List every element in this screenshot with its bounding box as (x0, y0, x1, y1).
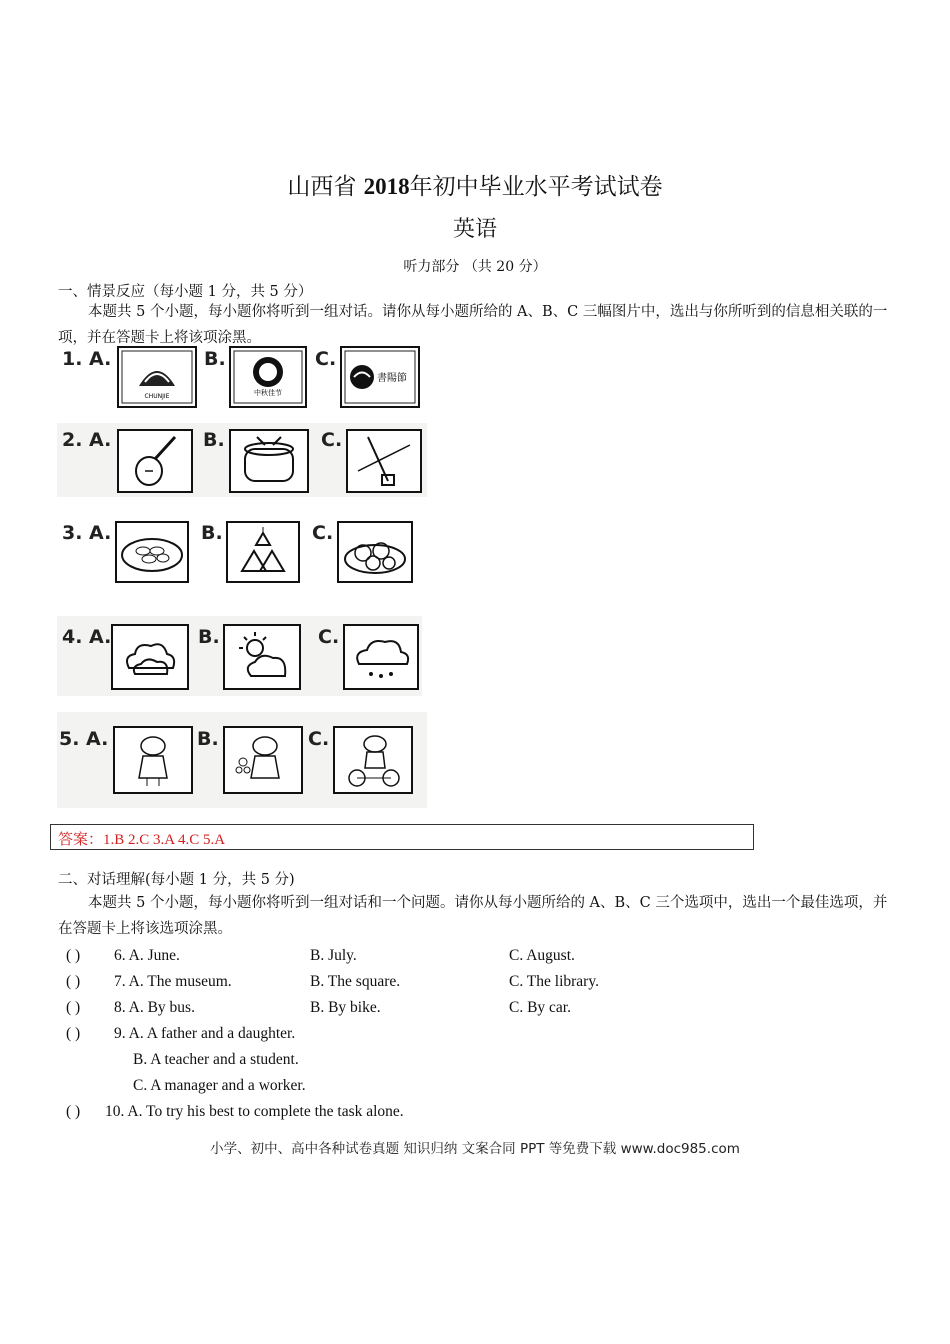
answer-blank[interactable]: ( ) (66, 973, 81, 990)
question-6-option-b: B. July. (310, 947, 357, 964)
question-2-option-c-label: C. (321, 429, 343, 451)
question-4-images (57, 616, 422, 696)
question-7-option-b: B. The square. (310, 973, 401, 990)
part-label: 听力部分 （共 20 分） (403, 259, 547, 275)
question-8-option-c: C. By car. (509, 999, 571, 1016)
zongzi-icon (226, 521, 300, 583)
answer-blank[interactable]: ( ) (66, 1103, 81, 1120)
logo-b-icon (229, 346, 307, 408)
dumplings-icon (115, 521, 189, 583)
question-2-label: 2. A. (62, 429, 112, 451)
question-5-option-c-label: C. (308, 728, 330, 750)
question-9-option-a: 9. A. A father and a daughter. (114, 1025, 296, 1042)
question-5-images (57, 712, 427, 808)
question-10-option-a: 10. A. To try his best to complete the task alone. (105, 1103, 404, 1120)
question-4-option-b-label: B. (198, 626, 220, 648)
question-3-option-c-label: C. (312, 522, 334, 544)
answer-text: 答案：1.B 2.C 3.A 4.C 5.A (58, 832, 226, 848)
question-4-option-c-label: C. (318, 626, 340, 648)
section1-instructions: 本题共 5 个小题，每小题你将听到一组对话。请你从每小题所给的 A、B、C 三幅图片中，选出与你所听到的信息相关联的一项，并在答题卡上将该项涂黑。 (58, 304, 888, 346)
erhu-icon (346, 429, 422, 493)
question-8-option-a: 8. A. By bus. (114, 999, 195, 1016)
question-7-option-c: C. The library. (509, 973, 599, 990)
question-8-option-b: B. By bike. (310, 999, 381, 1016)
sunny-cloudy-icon (223, 624, 301, 690)
answer-blank[interactable]: ( ) (66, 999, 81, 1016)
question-1-images (57, 343, 427, 413)
cloudy-icon (111, 624, 189, 690)
question-9-option-b: B. A teacher and a student. (133, 1051, 299, 1068)
pig-flowers-icon (223, 726, 303, 794)
question-2-images (57, 423, 427, 497)
question-1-option-b-label: B. (204, 348, 226, 370)
question-7-option-a: 7. A. The museum. (114, 973, 232, 990)
subject-title: 英语 (452, 217, 497, 242)
logo-b-caption: 中秋佳节 (254, 389, 282, 397)
question-3-option-b-label: B. (201, 522, 223, 544)
section2-heading: 二、对话理解(每小题 1 分，共 5 分) (58, 872, 295, 888)
exam-title: 山西省 2018年初中毕业水平考试试卷 (287, 174, 663, 200)
question-6-option-c: C. August. (509, 947, 575, 964)
logo-c-caption: 書陽節 (377, 373, 407, 384)
question-3-label: 3. A. (62, 522, 112, 544)
footer-watermark: 小学、初中、高中各种试卷真题 知识归纳 文案合同 PPT 等免费下载 www.doc985.com (210, 1141, 740, 1157)
logo-a-icon (117, 346, 197, 408)
question-5-option-b-label: B. (197, 728, 219, 750)
question-5-label: 5. A. (59, 728, 109, 750)
section1-heading: 一、情景反应（每小题 1 分，共 5 分） (58, 284, 313, 300)
logo-c-icon (340, 346, 420, 408)
svg-text:CHUNJIE: CHUNJIE (144, 393, 170, 400)
question-1-option-c-label: C. (315, 348, 337, 370)
question-6-option-a: 6. A. June. (114, 947, 180, 964)
question-4-label: 4. A. (62, 626, 112, 648)
answer-blank[interactable]: ( ) (66, 1025, 81, 1042)
mooncakes-icon (337, 521, 413, 583)
section2-instructions: 本题共 5 个小题，每小题你将听到一组对话和一个问题。请你从每小题所给的 A、B、C 三个选项中，选出一个最佳选项，并在答题卡上将该选项涂黑。 (58, 895, 888, 937)
question-2-option-b-label: B. (203, 429, 225, 451)
answer-blank[interactable]: ( ) (66, 947, 81, 964)
pig-bike-icon (333, 726, 413, 794)
pipa-icon (117, 429, 193, 493)
question-3-images (57, 516, 427, 588)
drum-icon (229, 429, 309, 493)
rainy-icon (343, 624, 419, 690)
pig-icon (113, 726, 193, 794)
question-9-option-c: C. A manager and a worker. (133, 1077, 306, 1094)
question-1-label: 1. A. (62, 348, 112, 370)
